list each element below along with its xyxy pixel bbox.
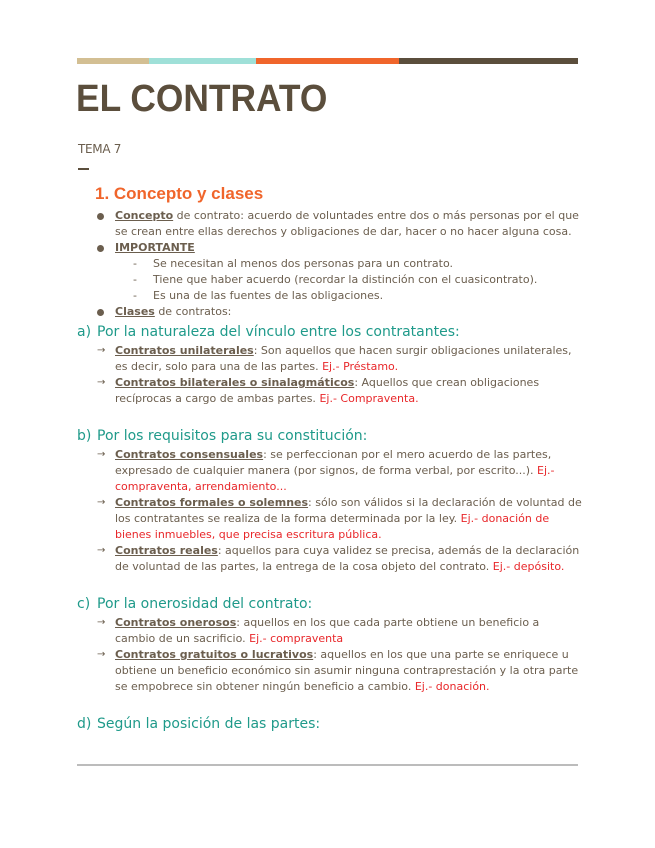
list-item: → Contratos onerosos: aquellos en los que cada parte obtiene un beneficio a cambio de un sacrificio. Ej.- compraventa [97,616,540,645]
bullet-importante [95,240,583,256]
term-label: IMPORTANTE [115,241,195,254]
arrow-right-icon: → [97,345,106,356]
arrow-right-icon: → [97,377,106,388]
group-heading-b: b) Por los requisitos para su constitución: [77,428,368,444]
footer-divider [77,764,578,766]
group-heading-a: a) Por la naturaleza del vínculo entre los contratantes: [77,324,460,340]
bullet-clases [95,304,583,320]
color-bar-segment [149,58,256,64]
document-body [77,183,583,735]
bullet-concepto [95,208,583,240]
list-item: - Tiene que haber acuerdo (recordar la distinción con el cuasicontrato). [133,273,538,286]
importante-list [95,256,583,304]
bullet-dot-icon [97,213,104,220]
bullet-dot-icon [97,245,104,252]
page-subtitle: TEMA 7 [78,142,122,156]
subtitle-divider [78,168,89,170]
page-title: EL CONTRATO [76,78,328,120]
dash-icon: - [133,289,137,302]
definition-text: de contrato: acuerdo de voluntades entre dos o más personas por el que se crean entre ellas derechos y obligaciones de dar, hacer o no hacer alguna cosa. [115,209,579,238]
group-heading-c: c) Por la onerosidad del contrato: [77,596,313,612]
list-item: → Contratos bilaterales o sinalagmáticos: Aquellos que crean obligaciones recíprocas a cargo de ambas partes. Ej.- Compraventa. [97,376,540,405]
list-item: → Contratos reales: aquellos para cuya validez se precisa, además de la declaración de voluntad de las partes, la entrega de la cosa objeto del contrato. Ej.- depósito. [97,544,580,573]
list-item: → Contratos unilaterales: Son aquellos que hacen surgir obligaciones unilaterales, es decir, solo para una de las partes. Ej.- Préstamo. [97,344,572,373]
top-color-bar [77,58,578,64]
section-heading: 1. Concepto y clases [95,184,264,203]
list-item: → Contratos formales o solemnes: sólo son válidos si la declaración de voluntad de los contratantes se realiza de la forma determinada por la ley. Ej.- donación de bienes inmuebles, que precisa escritura pública. [97,496,582,541]
dash-icon: - [133,273,137,286]
definition-text: de contratos: [154,305,232,318]
color-bar-segment [256,58,399,64]
color-bar-segment [77,58,149,64]
arrow-right-icon: → [97,617,106,628]
bullet-dot-icon [97,309,104,316]
dash-icon: - [133,257,137,270]
list-item: → Contratos gratuitos o lucrativos: aquellos en los que una parte se enriquece u obtiene un beneficio económico sin asumir ninguna contraprestación y la otra parte se empobrece sin obtener ningún beneficio a cambio. Ej.- donación. [97,648,579,693]
list-item: → Contratos consensuales: se perfeccionan por el mero acuerdo de las partes, expresado de cualquier manera (por signos, de forma verbal, por escrito...). Ej.- compraventa, arrendamiento... [97,448,555,493]
color-bar-segment [399,58,578,64]
arrow-right-icon: → [97,449,106,460]
group-heading-d: d) Según la posición de las partes: [77,716,321,732]
arrow-right-icon: → [97,649,106,660]
list-item: - Se necesitan al menos dos personas para un contrato. [133,257,454,270]
term-label: Concepto [115,209,174,222]
arrow-right-icon: → [97,545,106,556]
arrow-right-icon: → [97,497,106,508]
list-item: - Es una de las fuentes de las obligaciones. [133,289,384,302]
term-label: Clases [115,305,155,318]
